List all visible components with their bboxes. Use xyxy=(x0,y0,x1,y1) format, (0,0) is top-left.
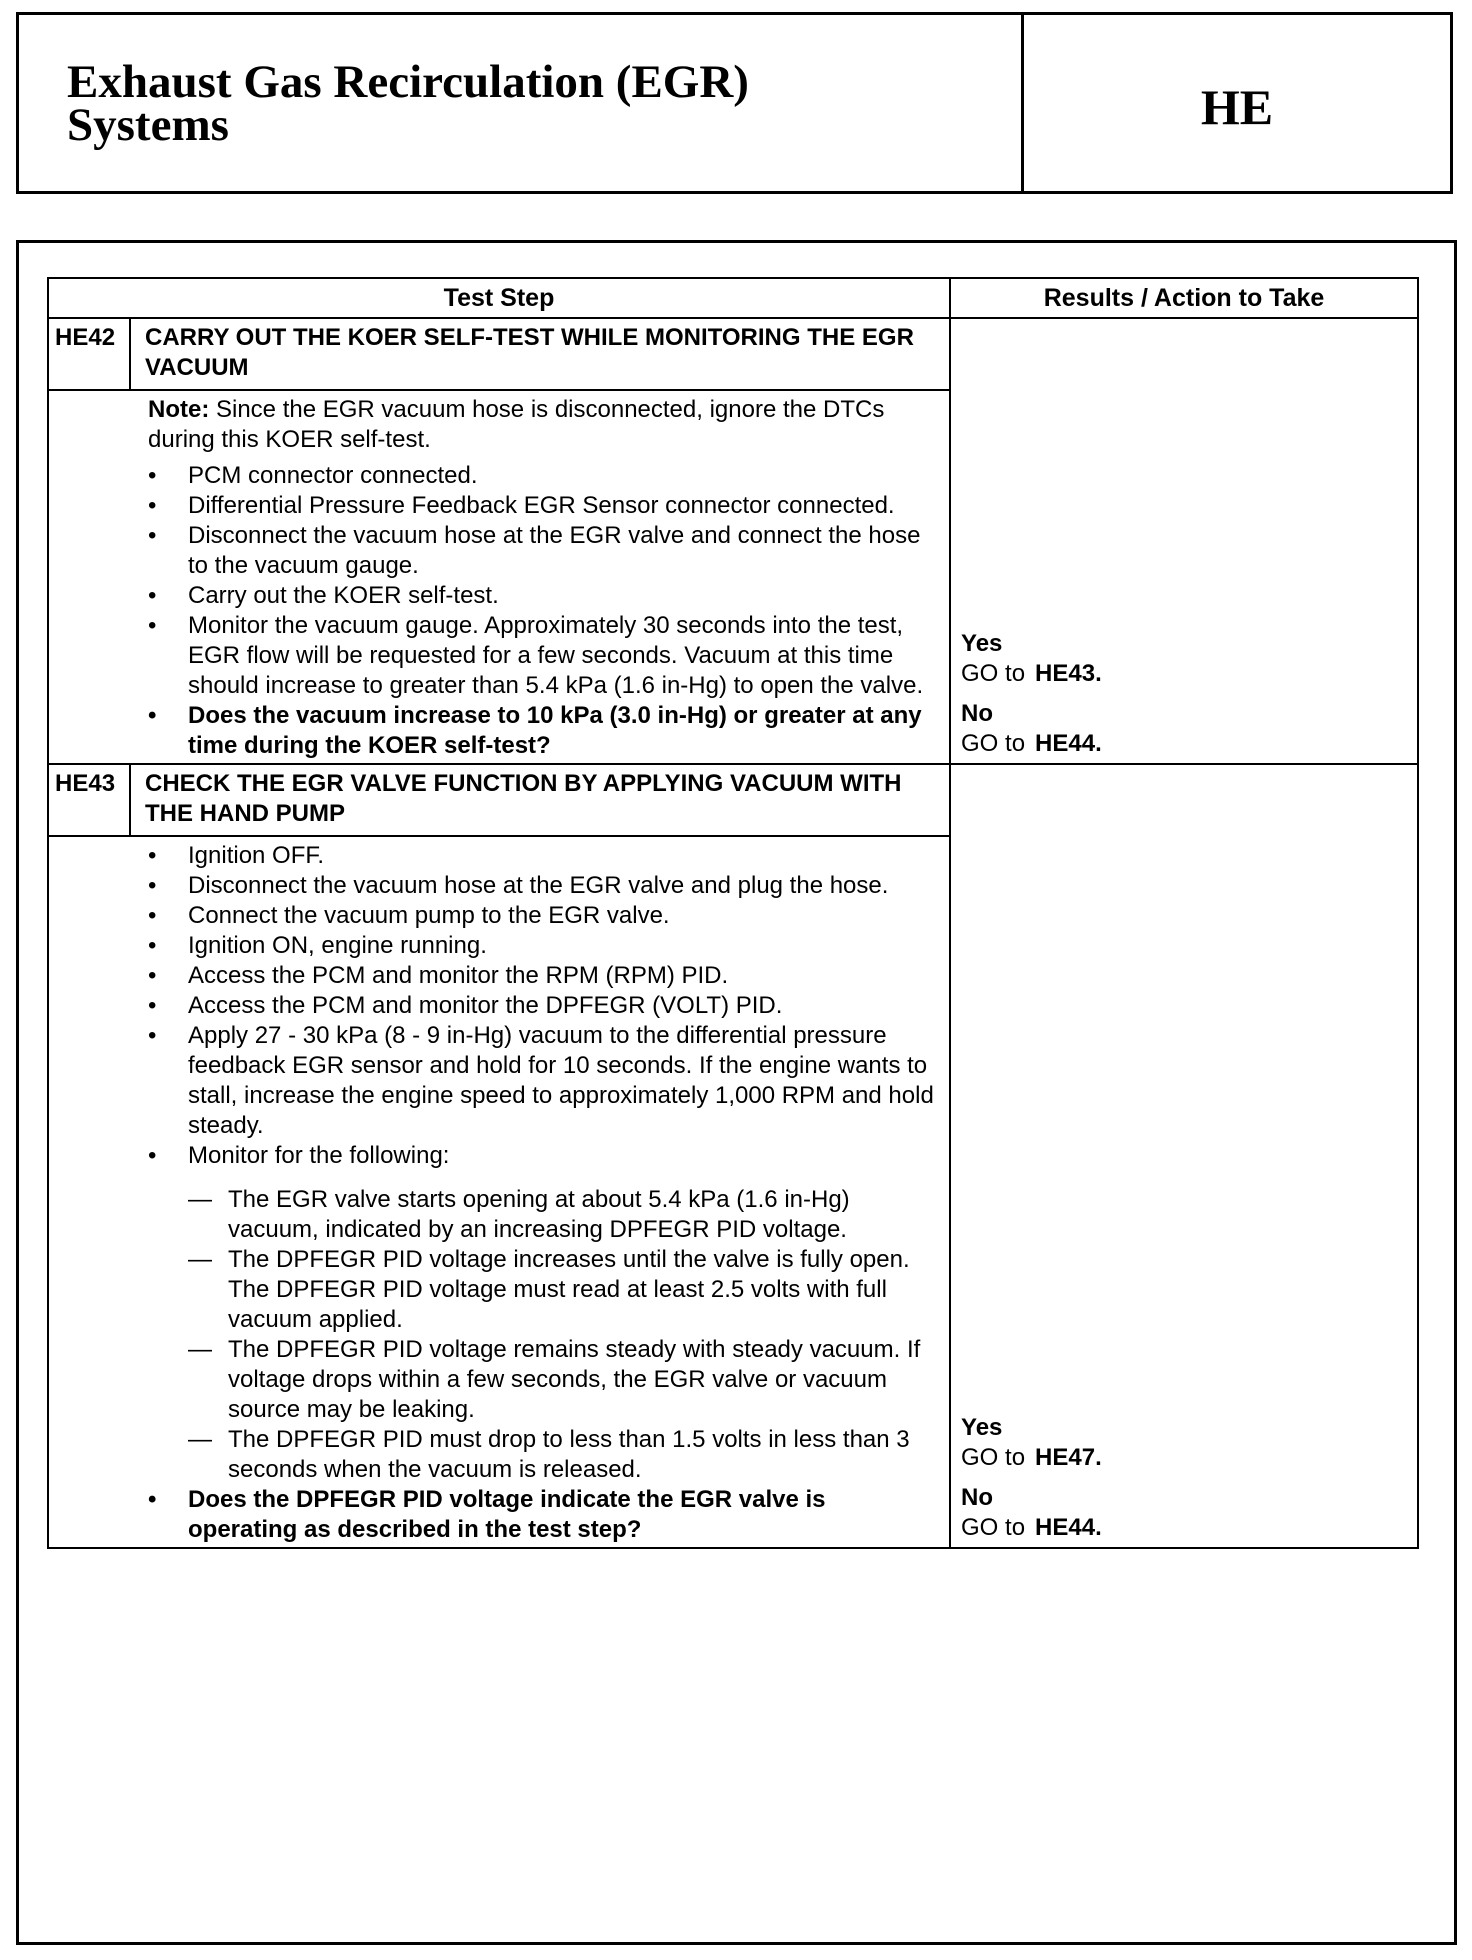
step-question: • Does the DPFEGR PID voltage indicate the EGR valve is operating as described in the test step? xyxy=(148,1485,937,1545)
sub-list-item: — The DPFEGR PID voltage remains steady with steady vacuum. If voltage drops within a few seconds, the EGR valve or vacuum source may be leaking. xyxy=(148,1335,937,1425)
step-title-row xyxy=(48,318,1418,390)
result-target-link: HE47. xyxy=(1035,1444,1102,1471)
section-code: HE xyxy=(1200,79,1274,135)
list-item: • Monitor the vacuum gauge. Approximately 30 seconds into the test, EGR flow will be requested for a few seconds. Vacuum at this time should increase to greater than 5.4 kPa (1.6 in-Hg) to open the valve. xyxy=(148,611,937,701)
list-item: • Disconnect the vacuum hose at the EGR valve and connect the hose to the vacuum gauge. xyxy=(148,521,937,581)
step-title-row xyxy=(48,764,1418,836)
list-item: • Ignition ON, engine running. xyxy=(148,931,937,961)
step-body xyxy=(48,390,950,764)
column-header-test-step: Test Step xyxy=(48,278,950,318)
list-item: • Disconnect the vacuum hose at the EGR valve and plug the hose. xyxy=(148,871,937,901)
result-target-link: HE44. xyxy=(1035,730,1102,757)
result-yes xyxy=(961,1413,1407,1473)
step-results xyxy=(950,764,1418,1548)
step-question: • Does the vacuum increase to 10 kPa (3.0 in-Hg) or greater at any time during the KOER self-test? xyxy=(148,701,937,761)
result-label: Yes xyxy=(961,630,1003,657)
sub-list-item: — The EGR valve starts opening at about 5.4 kPa (1.6 in-Hg) vacuum, indicated by an increasing DPFEGR PID voltage. xyxy=(148,1185,937,1245)
list-item: • Ignition OFF. xyxy=(148,841,937,871)
result-yes xyxy=(961,629,1407,689)
list-item: • Access the PCM and monitor the RPM (RPM) PID. xyxy=(148,961,937,991)
page-header xyxy=(16,12,1453,194)
sub-list-item: — The DPFEGR PID must drop to less than 1.5 volts in less than 3 seconds when the vacuum is released. xyxy=(148,1425,937,1485)
sub-list xyxy=(148,1185,937,1485)
list-item: • Monitor for the following: — The EGR valve starts opening at about 5.4 kPa (1.6 in-Hg) vacuum, indicated by an increasing DPFEGR PID voltage. — The DPFEGR PID voltage increases until the valve is fully open. The DPFEGR PID voltage must read at least 2.5 volts with full vacuum applied. — The DPFEGR PID voltage remains steady with steady vacuum. If voltage drops within a few seconds, the EGR valve or vacuum source may be leaking. — The DPFEGR PID must drop to less than 1.5 volts in less than 3 seconds when the vacuum is released. xyxy=(148,1141,937,1485)
note-text: Since the EGR vacuum hose is disconnected, ignore the DTCs during this KOER self-test. xyxy=(148,396,885,453)
list-item: • Connect the vacuum pump to the EGR valve. xyxy=(148,901,937,931)
page-title: Exhaust Gas Recirculation (EGR) Systems xyxy=(19,15,1024,191)
result-action: GO to HE43. xyxy=(961,660,1102,687)
list-item: • Apply 27 - 30 kPa (8 - 9 in-Hg) vacuum to the differential pressure feedback EGR sensor and hold for 10 seconds. If the engine wants to stall, increase the engine speed to approximately 1,000 RPM and hold steady. xyxy=(148,1021,937,1141)
column-header-results: Results / Action to Take xyxy=(950,278,1418,318)
result-label: Yes xyxy=(961,1414,1003,1441)
step-body xyxy=(48,836,950,1548)
result-target-link: HE43. xyxy=(1035,660,1102,687)
step-id: HE43 xyxy=(48,764,130,836)
step-id: HE42 xyxy=(48,318,130,390)
list-item: • Carry out the KOER self-test. xyxy=(148,581,937,611)
result-no xyxy=(961,1483,1407,1543)
step-title: CARRY OUT THE KOER SELF-TEST WHILE MONITORING THE EGR VACUUM xyxy=(130,318,950,390)
test-step-table xyxy=(47,277,1419,1549)
step-bullet-list xyxy=(148,841,937,1545)
list-item: • Differential Pressure Feedback EGR Sensor connector connected. xyxy=(148,491,937,521)
step-note xyxy=(148,395,937,455)
result-no xyxy=(961,699,1407,759)
list-item: • PCM connector connected. xyxy=(148,461,937,491)
table-header-row xyxy=(48,278,1418,318)
step-title: CHECK THE EGR VALVE FUNCTION BY APPLYING VACUUM WITH THE HAND PUMP xyxy=(130,764,950,836)
result-target-link: HE44. xyxy=(1035,1514,1102,1541)
result-action: GO to HE44. xyxy=(961,730,1102,757)
step-results xyxy=(950,318,1418,764)
step-bullet-list xyxy=(148,461,937,761)
result-action: GO to HE44. xyxy=(961,1514,1102,1541)
sub-list-item: — The DPFEGR PID voltage increases until the valve is fully open. The DPFEGR PID voltage must read at least 2.5 volts with full vacuum applied. xyxy=(148,1245,937,1335)
list-item: • Access the PCM and monitor the DPFEGR (VOLT) PID. xyxy=(148,991,937,1021)
result-label: No xyxy=(961,700,994,727)
note-label: Note: xyxy=(148,396,210,423)
result-action: GO to HE47. xyxy=(961,1444,1102,1471)
result-label: No xyxy=(961,1484,994,1511)
